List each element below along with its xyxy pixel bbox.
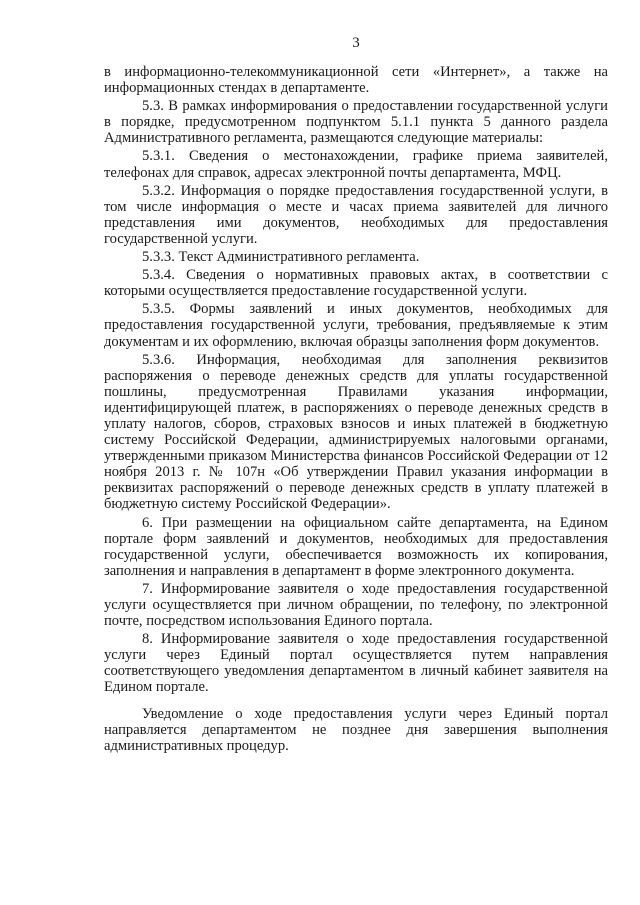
paragraph-5-3-5: 5.3.5. Формы заявлений и иных документов, необходимых для предоставления государственной услуги, требования, предъявляемые к этим документам и их оформлению, включая образцы заполнения форм документов. (104, 301, 608, 350)
paragraph-5-3-4: 5.3.4. Сведения о нормативных правовых актах, в соответствии с которыми осуществляется предоставление государственной услуги. (104, 267, 608, 300)
paragraph-5-3-2: 5.3.2. Информация о порядке предоставления государственной услуги, в том числе информация о месте и часах приема заявителей для личного представления ими документов, необходимых для предоставления государственной услуги. (104, 182, 608, 247)
document-page (104, 34, 608, 754)
page-number: 3 (352, 35, 360, 51)
paragraph-5-3-6: 5.3.6. Информация, необходимая для заполнения реквизитов распоряжения о переводе денежных средств для уплаты государственной пошлины, предусмотренная Правилами указания информации, идентифицирующей платеж, в распоряжениях о переводе денежных средств в уплату налогов, сборов, страховых взносов и иных платежей в бюджетную систему Российской Федерации, администрируемых налоговыми органами, утвержденными приказом Министерства финансов Российской Федерации от 12 ноября 2013 г. № 107н «Об утверждении Правил указания информации в реквизитах распоряжений о переводе денежных средств в уплату платежей в бюджетную систему Российской Федерации». (104, 351, 608, 513)
paragraph-5-3-1: 5.3.1. Сведения о местонахождении, графике приема заявителей, телефонах для справок, адресах электронной почты департамента, МФЦ. (104, 148, 608, 181)
paragraph-notification: Уведомление о ходе предоставления услуги через Единый портал направляется департаментом не позднее дня завершения выполнения административных процедур. (104, 705, 608, 754)
paragraph-5-3-3: 5.3.3. Текст Административного регламента. (142, 249, 420, 266)
paragraph-7: 7. Информирование заявителя о ходе предоставления государственной услуги осуществляется при личном обращении, по телефону, по электронной почте, посредством использования Единого портала. (104, 580, 608, 630)
paragraph-5-3: 5.3. В рамках информирования о предоставлении государственной услуги в порядке, предусмотренном подпунктом 5.1.1 пункта 5 данного раздела Административного регламента, размещаются следующие материалы: (104, 98, 608, 147)
paragraph-6: 6. При размещении на официальном сайте департамента, на Едином портале форм заявлений и документов, необходимых для предоставления государственной услуги, обеспечивается возможность их копирования, заполнения и направления в департамент в форме электронного документа. (104, 514, 608, 579)
paragraph-continuation: в информационно-телекоммуникационной сети «Интернет», а также на информационных стендах в департаменте. (104, 64, 608, 97)
paragraph-8: 8. Информирование заявителя о ходе предоставления государственной услуги через Единый портал осуществляется путем направления соответствующего уведомления департаментом в личный кабинет заявителя на Едином портале. (104, 631, 608, 696)
